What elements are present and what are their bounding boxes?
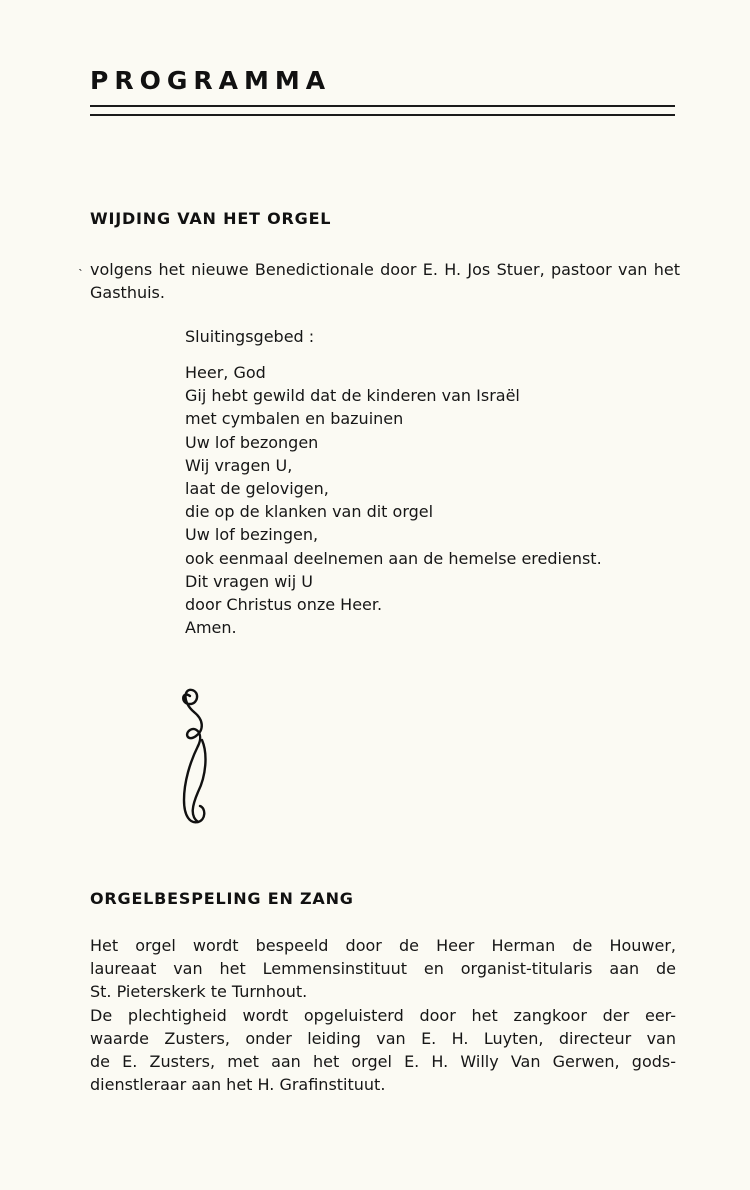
text-line: De plechtigheid wordt opgeluisterd door het zangkoor der eer-: [90, 1005, 676, 1025]
section-body-paragraph: [90, 934, 676, 1096]
prayer-line: Dit vragen wij U: [185, 571, 313, 591]
prayer-line: laat de gelovigen,: [185, 479, 329, 499]
text-line: Het orgel wordt bespeeld door de Heer Herman de Houwer,: [90, 936, 676, 955]
prayer-line: met cymbalen en bazuinen: [185, 409, 404, 429]
text-line: laureaat van het Lemmensinstituut en organist-titularis aan de: [90, 959, 676, 979]
text-line: St. Pieterskerk te Turnhout.: [90, 982, 308, 1002]
prayer-line: ook eenmaal deelnemen aan de hemelse eredienst.: [185, 548, 602, 568]
intro-text: volgens het nieuwe Benedictionale door E. H. Jos Stuer, pastoor van het Gasthuis.: [90, 260, 680, 302]
margin-mark-icon: ˴: [78, 261, 83, 277]
prayer-line: Heer, God: [185, 363, 266, 382]
section-heading-wijding: WIJDING VAN HET ORGEL: [90, 209, 332, 228]
section-intro-paragraph: [78, 258, 680, 304]
prayer-line: door Christus onze Heer.: [185, 595, 383, 615]
prayer-line: Wij vragen U,: [185, 455, 293, 475]
text-line: dienstleraar aan het H. Grafinstituut.: [90, 1075, 386, 1095]
title-rule-top: [90, 105, 675, 107]
prayer-line: die op de klanken van dit orgel: [185, 502, 434, 522]
text-line: waarde Zusters, onder leiding van E. H. Luyten, directeur van: [90, 1028, 676, 1048]
prayer-line: Uw lof bezongen: [185, 432, 319, 452]
prayer-line: Uw lof bezingen,: [185, 525, 319, 545]
prayer-caption: Sluitingsgebed :: [185, 327, 315, 346]
prayer-line: Amen.: [185, 618, 237, 638]
prayer-line: Gij hebt gewild dat de kinderen van Israël: [185, 386, 520, 406]
scroll-flourish-icon: [168, 684, 228, 834]
prayer-text: [185, 361, 665, 639]
page-title: PROGRAMMA: [90, 66, 332, 95]
text-line: de E. Zusters, met aan het orgel E. H. Willy Van Gerwen, gods-: [90, 1052, 676, 1072]
title-rule-bottom: [90, 114, 675, 116]
section-heading-orgelbespeling: ORGELBESPELING EN ZANG: [90, 889, 354, 908]
